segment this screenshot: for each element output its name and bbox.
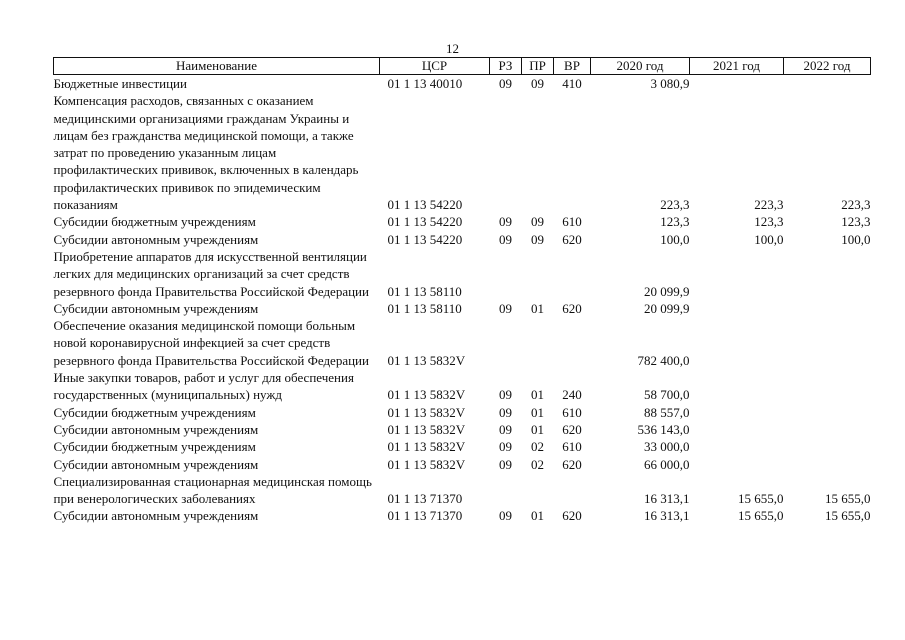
row-2021: 123,3 [754,214,784,230]
row-vr: 610 [562,404,582,420]
row-2021 [690,421,784,438]
row-rz: 09 [499,404,512,420]
row-2022 [784,369,871,404]
table-row [54,213,871,230]
row-2022 [784,248,871,300]
row-2021 [690,75,784,93]
row-2020: 88 557,0 [644,404,690,420]
row-2021 [690,404,784,421]
row-2020: 16 313,1 [644,508,690,524]
row-vr [554,317,591,369]
row-rz: 09 [499,456,512,472]
row-csr: 01 1 13 5832V [387,387,466,403]
header-csr: ЦСР [380,58,490,75]
row-2022: 15 655,0 [825,491,871,507]
row-2022 [784,300,871,317]
row-vr: 610 [562,214,582,230]
table-row [54,75,871,93]
row-rz [490,317,522,369]
row-2021 [690,369,784,404]
row-vr: 610 [562,439,582,455]
row-2020: 20 099,9 [644,300,690,316]
row-2022 [784,456,871,473]
header-pr: ПР [522,58,554,75]
row-pr: 09 [531,231,544,247]
row-rz: 09 [499,214,512,230]
row-2022 [784,421,871,438]
row-pr: 02 [531,456,544,472]
row-2020: 3 080,9 [650,76,690,91]
row-rz: 09 [499,508,512,524]
budget-table [53,57,871,525]
row-rz: 09 [499,439,512,455]
row-pr: 01 [531,387,544,403]
row-csr: 01 1 13 5832V [387,421,466,437]
row-name: Специализированная стационарная медицинская помощь при венерологических заболеваниях [53,473,372,507]
row-name: Компенсация расходов, связанных с оказанием медицинскими организациями гражданам Украины и лицам без гражданства медицинской помощи, а также затрат по проведению указанным лицам профилактических прививок, включенных в календарь профилактических прививок по эпидемическим показаниям [53,93,359,213]
table-row [54,438,871,455]
row-name: Обеспечение оказания медицинской помощи больным новой коронавирусной инфекцией за счет средств резервного фонда Правительства Российской Федерации [53,318,369,368]
row-csr: 01 1 13 40010 [387,76,463,91]
row-name: Субсидии автономным учреждениям [53,456,259,472]
row-2021 [690,456,784,473]
row-vr: 410 [562,76,582,91]
row-2020: 66 000,0 [644,456,690,472]
row-vr: 620 [562,508,582,524]
row-2020: 782 400,0 [637,352,690,368]
row-rz [490,92,522,213]
row-2022 [784,438,871,455]
row-2020: 58 700,0 [644,387,690,403]
row-2021: 100,0 [754,231,784,247]
row-2022: 100,0 [841,231,871,247]
row-name: Субсидии бюджетным учреждениям [53,404,256,420]
row-csr: 01 1 13 71370 [387,491,463,507]
row-csr: 01 1 13 54220 [387,214,463,230]
row-2021 [690,438,784,455]
row-2020: 223,3 [660,197,690,213]
row-name: Субсидии бюджетным учреждениям [53,439,256,455]
header-year-2022: 2022 год [784,58,871,75]
row-2020: 536 143,0 [637,421,690,437]
row-vr: 620 [562,300,582,316]
row-csr: 01 1 13 54220 [387,197,463,213]
row-pr: 09 [531,76,544,91]
row-pr: 02 [531,439,544,455]
row-2022 [784,75,871,93]
row-2020: 20 099,9 [644,283,690,299]
row-csr: 01 1 13 54220 [387,231,463,247]
row-2021: 223,3 [754,197,784,213]
row-csr: 01 1 13 5832V [387,352,466,368]
table-row [54,317,871,369]
row-2020: 33 000,0 [644,439,690,455]
row-2021: 15 655,0 [738,508,784,524]
row-2021 [690,248,784,300]
row-vr [554,248,591,300]
row-rz: 09 [499,300,512,316]
row-name: Иные закупки товаров, работ и услуг для обеспечения государственных (муниципальных) нужд [53,370,354,403]
row-2021 [690,300,784,317]
table-row [54,248,871,300]
header-rz: РЗ [490,58,522,75]
row-csr: 01 1 13 58110 [387,300,462,316]
row-2020: 123,3 [660,214,690,230]
row-name: Субсидии автономным учреждениям [53,508,259,524]
header-year-2020: 2020 год [591,58,690,75]
row-pr [522,317,554,369]
row-csr: 01 1 13 5832V [387,404,466,420]
row-name: Субсидии бюджетным учреждениям [53,214,256,230]
page-number: 12 [446,41,459,56]
row-pr: 01 [531,508,544,524]
row-2022 [784,317,871,369]
row-2020: 16 313,1 [644,491,690,507]
table-header-row [54,58,871,75]
row-name: Субсидии автономным учреждениям [53,231,259,247]
row-vr [554,473,591,508]
header-vr: ВР [554,58,591,75]
row-csr: 01 1 13 5832V [387,439,466,455]
row-2020: 100,0 [660,231,690,247]
row-2022: 123,3 [841,214,871,230]
row-name: Субсидии автономным учреждениям [53,300,259,316]
header-year-2021: 2021 год [690,58,784,75]
row-2021: 15 655,0 [738,491,784,507]
row-vr: 620 [562,456,582,472]
row-rz: 09 [499,231,512,247]
row-pr: 09 [531,214,544,230]
table-body [54,75,871,525]
row-vr: 620 [562,231,582,247]
row-rz: 09 [499,387,512,403]
row-2022 [784,404,871,421]
row-csr: 01 1 13 5832V [387,456,466,472]
row-name: Бюджетные инвестиции [53,76,187,91]
table-row [54,92,871,213]
row-pr: 01 [531,421,544,437]
row-name: Приобретение аппаратов для искусственной вентиляции легких для медицинских организаций за счет средств резервного фонда Правительства Российской Федерации [53,248,369,299]
row-pr [522,473,554,508]
table-row [54,404,871,421]
row-rz: 09 [499,421,512,437]
row-vr: 620 [562,421,582,437]
row-csr: 01 1 13 71370 [387,508,463,524]
row-rz [490,248,522,300]
table-row [54,507,871,524]
row-rz [490,473,522,508]
row-pr [522,92,554,213]
table-row [54,421,871,438]
row-pr: 01 [531,300,544,316]
header-name: Наименование [54,58,380,75]
table-row [54,231,871,248]
row-vr [554,92,591,213]
row-2022: 223,3 [841,197,871,213]
row-csr: 01 1 13 58110 [387,283,462,299]
row-vr: 240 [562,387,582,403]
row-2022: 15 655,0 [825,508,871,524]
table-row [54,456,871,473]
row-pr: 01 [531,404,544,420]
row-name: Субсидии автономным учреждениям [53,421,259,437]
row-rz: 09 [499,76,512,91]
table-row [54,473,871,508]
table-row [54,300,871,317]
row-2021 [690,317,784,369]
table-row [54,369,871,404]
row-pr [522,248,554,300]
